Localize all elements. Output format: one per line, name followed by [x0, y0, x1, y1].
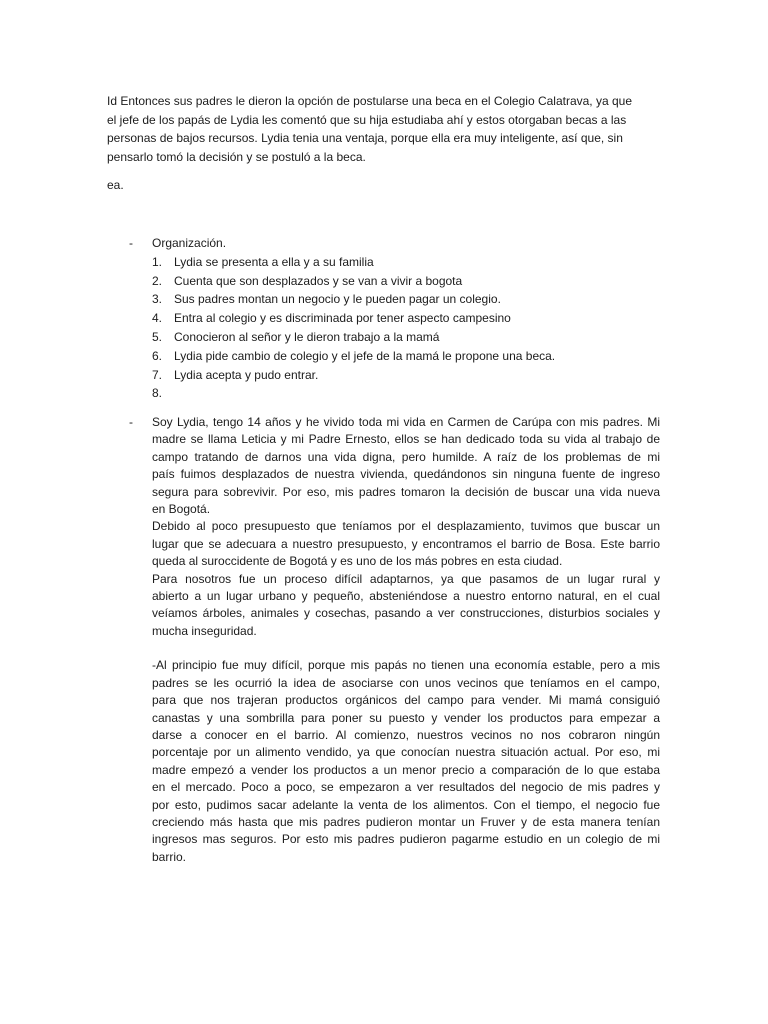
story-line: canastas y una sombrilla para poner su puesto y vender los productos para empezar a	[152, 710, 660, 725]
outline-item-text: Lydia pide cambio de colegio y el jefe de la mamá le propone una beca.	[174, 348, 556, 363]
story-line: Para nosotros fue un proceso difícil adaptarnos, ya que pasamos de un lugar rural y	[152, 571, 660, 586]
story-line: Debido al poco presupuesto que teníamos por el desplazamiento, tuvimos que buscar un	[152, 519, 660, 534]
story-line: -Al principio fue muy difícil, porque mis papás no tienen una economía estable, pero a mis	[152, 658, 660, 673]
outline-item-number: 1.	[152, 254, 163, 269]
outline-item-number: 7.	[152, 367, 163, 382]
intro-line: pensarlo tomó la decisión y se postuló a la beca.	[107, 150, 366, 165]
outline-item-text: Conocieron al señor y le dieron trabajo a la mamá	[174, 329, 440, 344]
outline-item-text: Entra al colegio y es discriminada por tener aspecto campesino	[174, 311, 511, 326]
outline-item	[0, 366, 768, 385]
story-paragraph	[152, 571, 660, 641]
story-paragraph	[152, 657, 660, 866]
story-paragraph	[152, 414, 660, 518]
list-bullet: -	[129, 236, 133, 250]
intro-line: Id Entonces sus padres le dieron la opción de postularse una beca en el Colegio Calatrava, ya que	[107, 94, 633, 108]
outline-item	[0, 272, 768, 291]
story-line: darse a conocer en el barrio. Al comienzo, nuestros vecinos no nos cobraron ningún	[152, 728, 660, 743]
outline-item	[0, 253, 768, 272]
story-line: segura para sobrevivir. Por eso, mis padres tomaron la decisión de buscar una vida nueva	[152, 484, 660, 499]
story-section	[0, 414, 768, 866]
intro-line: el jefe de los papás de Lydia les comentó que su hija estudiaba ahí y estos otorgaban becas a las	[107, 112, 627, 127]
paragraph-spacer	[0, 640, 768, 657]
story-line: porcentaje por un alimento vendido, ya que conocían nuestra situación actual. Por eso, mi	[152, 745, 660, 760]
story-line: queda al suroccidente de Bogotá y es uno de los más pobres en esta ciudad.	[152, 554, 563, 569]
intro-paragraph	[107, 92, 632, 167]
outline-item	[0, 328, 768, 347]
story-line: país fuimos desplazados de nuestra vivienda, quedándonos sin ninguna fuente de ingreso	[152, 467, 660, 482]
story-line: barrio.	[152, 849, 187, 864]
fragment-text: ea.	[107, 178, 124, 192]
outline-item	[0, 384, 768, 403]
story-line: mucha inseguridad.	[152, 623, 257, 638]
story-line: por esto, pudimos sacar adelante la venta de los alimentos. Con el tiempo, el negocio fue	[152, 797, 660, 812]
outline-item	[0, 290, 768, 309]
story-line: padres se les ocurrió la idea de asociarse con unos vecinos que teníamos en el campo,	[152, 675, 660, 690]
outline-item-number: 3.	[152, 292, 163, 307]
story-line: lugar que se adecuara a nuestro presupuesto, y encontramos el barrio de Bosa. Este barrio	[152, 536, 660, 551]
story-line: campo tratando de darnos una vida digna, pero humilde. A raíz de los problemas de mi	[152, 449, 660, 464]
outline-item-text: Lydia acepta y pudo entrar.	[174, 367, 319, 382]
story-line: ingresos mas seguros. Por esto mis padres pudieron pagarme estudio en un colegio de mi	[152, 832, 660, 847]
organization-list	[0, 234, 768, 403]
story-line: veíamos árboles, animales y cosechas, pasando a ver construcciones, disturbios sociales y	[152, 606, 660, 621]
story-line: en Bogotá.	[152, 501, 211, 516]
story-line: creciendo más hasta que mis padres pudieron montar un Fruver y de esta manera tenían	[152, 814, 660, 829]
organization-heading: Organización.	[152, 236, 227, 250]
outline-item-text: Cuenta que son desplazados y se van a vivir a bogota	[174, 273, 463, 288]
outline-item-number: 4.	[152, 311, 163, 326]
outline-item-number: 2.	[152, 273, 163, 288]
outline-item-number: 5.	[152, 329, 163, 344]
outline-item-text: Lydia se presenta a ella y a su familia	[174, 254, 374, 269]
outline-item-number: 8.	[152, 386, 163, 401]
organization-heading-row	[0, 234, 768, 253]
outline-item	[0, 309, 768, 328]
story-line: abierto a un lugar urbano y pequeño, absteniéndose a nuestro entorno natural, en el cual	[152, 588, 660, 603]
story-line: madre se llama Leticia y mi Padre Ernesto, ellos se han dedicado toda su vida al trabajo de	[152, 432, 660, 447]
intro-line: personas de bajos recursos. Lydia tenia una ventaja, porque ella era muy inteligente, así que, sin	[107, 131, 623, 146]
story-paragraph	[152, 518, 660, 570]
story-line: Soy Lydia, tengo 14 años y he vivido toda mi vida en Carmen de Carúpa con mis padres. Mi	[152, 415, 660, 429]
story-line: en el mercado. Poco a poco, se empezaron a ver resultados del negocio de mis padres y	[152, 780, 660, 795]
story-line: para que nos trajeran productos orgánicos del campo para vender. Mi mamá consiguió	[152, 693, 660, 708]
story-line: madre empezó a vender los productos a un menor precio a comparación de lo que estaba	[152, 762, 660, 777]
list-bullet: -	[129, 415, 133, 429]
outline-item	[0, 347, 768, 366]
outline-item-text: Sus padres montan un negocio y le pueden pagar un colegio.	[174, 292, 501, 307]
outline-item-number: 6.	[152, 348, 163, 363]
